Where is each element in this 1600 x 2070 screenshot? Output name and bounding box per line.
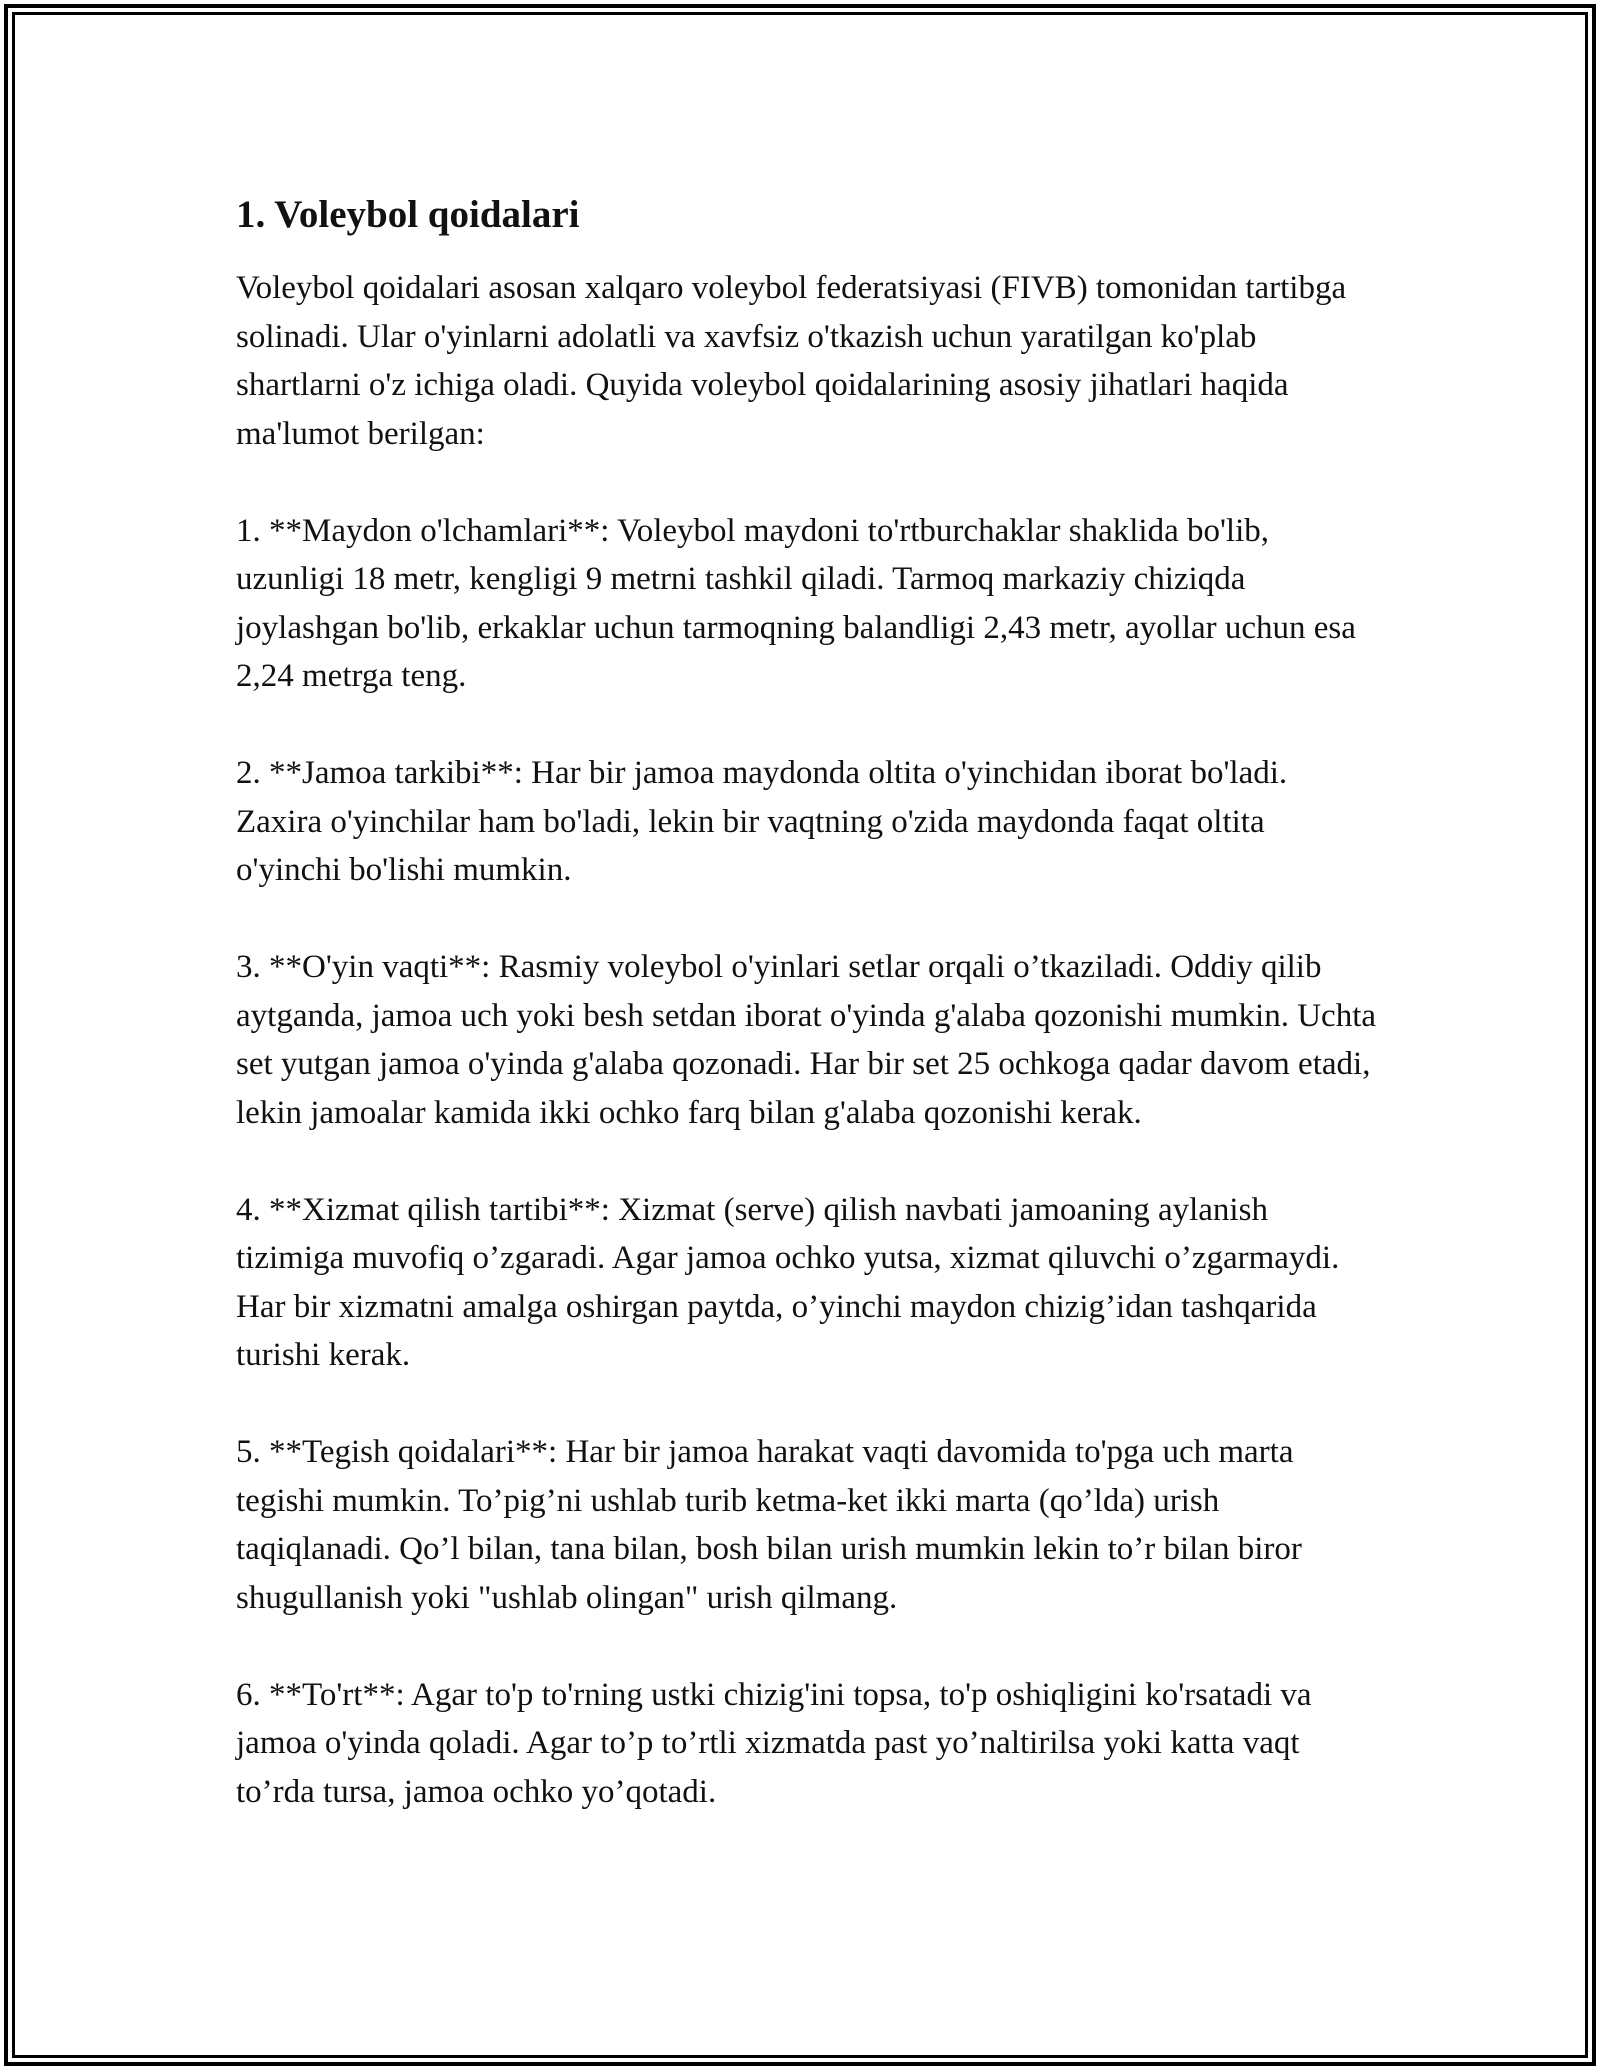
intro-paragraph: Voleybol qoidalari asosan xalqaro voleybol federatsiyasi (FIVB) tomonidan tartibga solinadi. Ular o'yinlarni adolatli va xavfsiz o'tkazish uchun yaratilgan ko'plab shartlarni o'z ichiga oladi. Quyida voleybol qoidalarining asosiy jihatlari haqida ma'lumot berilgan: — [236, 270, 1347, 452]
document-title: 1. Voleybol qoidalari — [236, 193, 580, 236]
rule-paragraph-game-time: 3. **O'yin vaqti**: Rasmiy voleybol o'yinlari setlar orqali o’tkaziladi. Oddiy qilib aytganda, jamoa uch yoki besh setdan iborat o'yinda g'alaba qozonishi mumkin. Uchta set yutgan jamoa o'yinda g'alaba qozonadi. Har bir set 25 ochkoga qadar davom etadi, lekin jamoalar kamida ikki ochko farq bilan g'alaba qozonishi kerak. — [236, 949, 1377, 1131]
rule-paragraph-touch-rules: 5. **Tegish qoidalari**: Har bir jamoa harakat vaqti davomida to'pga uch marta tegishi mumkin. To’pig’ni ushlab turib ketma-ket ikki marta (qo’lda) urish taqiqlanadi. Qo’l bilan, tana bilan, bosh bilan urish mumkin lekin to’r bilan biror shugullanish yoki "ushlab olingan" urish qilmang. — [236, 1434, 1302, 1616]
rule-paragraph-team-composition: 2. **Jamoa tarkibi**: Har bir jamoa maydonda oltita o'yinchidan iborat bo'ladi. Zaxira o'yinchilar ham bo'ladi, lekin bir vaqtning o'zida maydonda faqat oltita o'yinchi bo'lishi mumkin. — [236, 755, 1288, 888]
rule-paragraph-serve-order: 4. **Xizmat qilish tartibi**: Xizmat (serve) qilish navbati jamoaning aylanish tizimiga muvofiq o’zgaradi. Agar jamoa ochko yutsa, xizmat qiluvchi o’zgarmaydi. Har bir xizmatni amalga oshirgan paytda, o’yinchi maydon chizig’idan tashqarida turishi kerak. — [236, 1191, 1340, 1373]
document-body — [236, 188, 1376, 1865]
rule-paragraph-field-dimensions: 1. **Maydon o'lchamlari**: Voleybol maydoni to'rtburchaklar shaklida bo'lib, uzunligi 18 metr, kengligi 9 metrni tashkil qiladi. Tarmoq markaziy chiziqda joylashgan bo'lib, erkaklar uchun tarmoqning balandligi 2,43 metr, ayollar uchun esa 2,24 metrga teng. — [236, 512, 1356, 694]
rule-paragraph-net: 6. **To'rt**: Agar to'p to'rning ustki chizig'ini topsa, to'p oshiqligini ko'rsatadi va jamoa o'yinda qoladi. Agar to’p to’rtli xizmatda past yo’naltirilsa yoki katta vaqt to’rda tursa, jamoa ochko yo’qotadi. — [236, 1676, 1312, 1810]
